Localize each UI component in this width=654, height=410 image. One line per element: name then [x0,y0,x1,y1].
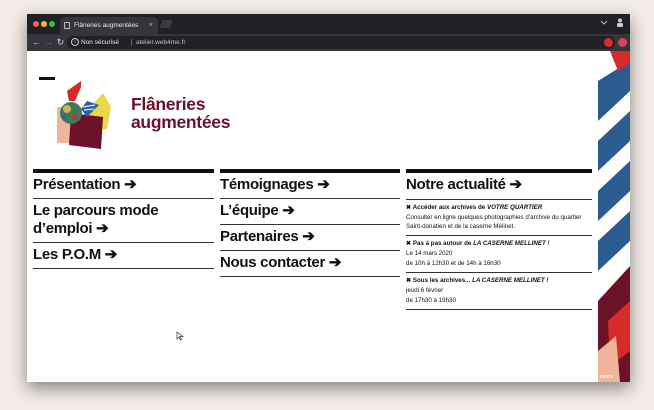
news-item[interactable] [406,236,592,273]
extension-icon-2[interactable] [618,38,627,47]
browser-window [27,14,630,382]
mouse-cursor [176,331,184,341]
news-item-title-prefix: ✖ Accéder aux archives de [406,204,487,211]
news-item-text: Consulter en ligne quelques photographies d’archive du quartier Saint-donatien et de la caserne Mélinet. [406,214,582,230]
news-title[interactable]: Notre actualité ➔ [406,173,592,200]
menu-item-parcours[interactable]: Le parcours mode d’emploi ➔ [33,199,214,243]
site-title-line2: augmentées [131,112,231,132]
news-item-title [406,240,592,248]
menu-column-2 [220,169,400,277]
site-title[interactable] [131,95,291,131]
close-window-button[interactable] [33,21,39,27]
info-icon[interactable]: i [71,38,79,46]
tab-close-icon[interactable]: × [148,22,153,29]
news-item-title-prefix: ✖ Sous les archives... [406,277,473,284]
page-icon [64,22,70,29]
decor-label: ntions [600,374,614,380]
page-content [27,51,630,382]
menu-item-equipe[interactable]: L’équipe ➔ [220,199,400,225]
address-bar[interactable] [67,36,615,49]
news-item-title-emphasis: LA CASERNE MELLINET ! [473,240,550,247]
minimize-window-button[interactable] [41,21,47,27]
menu-item-contact[interactable]: Nous contacter ➔ [220,251,400,277]
news-item[interactable] [406,273,592,310]
decorative-stripes [598,51,630,382]
news-item-hours: de 10h à 12h30 et de 14h à 16h30 [406,260,501,267]
news-item-date: jeudi 6 février [406,287,444,294]
url-text[interactable]: atelier.web4me.fr [136,39,186,46]
tab-search-icon[interactable] [599,18,608,28]
new-tab-button[interactable] [160,20,173,28]
news-item-date: Le 14 mars 2020 [406,250,453,257]
profile-icon[interactable] [615,18,624,28]
tab-bar [27,14,630,34]
news-item-title-emphasis: VOTRE QUARTIER [486,204,543,211]
news-item-title-prefix: ✖ Pas à pas autour de [406,240,474,247]
site-title-line1: Flâneries [131,94,206,114]
news-column [406,169,592,310]
tab-title: Flâneries augmentées [74,22,139,29]
menu-column-1 [33,169,214,269]
security-label[interactable]: Non sécurisé [81,39,119,46]
menu-item-temoignages[interactable]: Témoignages ➔ [220,173,400,199]
news-item-title [406,277,592,285]
news-item-hours: de 17h30 à 19h30 [406,297,456,304]
reload-button[interactable]: ↻ [56,37,65,47]
forward-button[interactable]: → [44,37,53,47]
back-button[interactable]: ← [32,37,41,47]
maximize-window-button[interactable] [49,21,55,27]
news-item-title [406,204,592,212]
extension-icon[interactable] [604,38,613,47]
tab-active[interactable] [60,17,158,34]
address-separator [131,39,132,46]
news-item-title-emphasis: LA CASERNE MELLINET ! [472,277,549,284]
menu-item-pom[interactable]: Les P.O.M ➔ [33,243,214,269]
browser-toolbar [27,34,630,51]
logo-collage[interactable] [47,79,119,149]
menu-item-partenaires[interactable]: Partenaires ➔ [220,225,400,251]
menu-item-presentation[interactable]: Présentation ➔ [33,173,214,199]
news-item[interactable] [406,200,592,236]
